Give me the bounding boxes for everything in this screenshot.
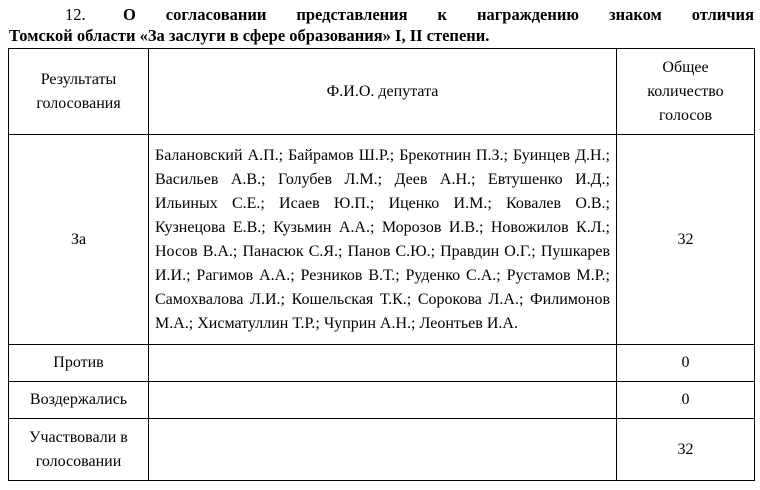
column-header-deputy-names: Ф.И.О. депутата [149, 49, 617, 135]
result-cell-for: За [9, 135, 149, 345]
voting-results-table [8, 48, 755, 481]
agenda-item-heading [9, 4, 754, 46]
result-cell-participated: Участвовали в голосовании [9, 419, 149, 481]
table-header-row [9, 49, 755, 135]
result-cell-abstained: Воздержались [9, 382, 149, 419]
table-row-abstained [9, 382, 755, 419]
table-row-for [9, 135, 755, 345]
deputy-names-cell-against [149, 345, 617, 382]
vote-count-cell-participated: 32 [617, 419, 755, 481]
result-cell-against: Против [9, 345, 149, 382]
heading-title-part-1: О согласовании представления к награждению знаком отличия [123, 5, 754, 24]
vote-count-cell-for: 32 [617, 135, 755, 345]
column-header-total-votes: Общее количество голосов [617, 49, 755, 135]
vote-count-cell-against: 0 [617, 345, 755, 382]
deputy-names-cell-participated [149, 419, 617, 481]
table-row-participated [9, 419, 755, 481]
agenda-item-number: 12. [65, 5, 86, 24]
table-row-against [9, 345, 755, 382]
deputy-names-cell-for: Балановский А.П.; Байрамов Ш.Р.; Брекотнин П.З.; Буинцев Д.Н.; Васильев А.В.; Голубев Л.М.; Деев А.Н.; Евтушенко И.Д.; Ильиных С.Е.; Исаев Ю.П.; Иценко И.М.; Ковалев О.В.; Кузнецова Е.В.; Кузьмин А.А.; Морозов И.В.; Новожилов К.Л.; Носов В.А.; Панасюк С.Я.; Панов С.Ю.; Правдин О.Г.; Пушкарев И.И.; Рагимов А.А.; Резников В.Т.; Руденко С.А.; Рустамов М.Р.; Самохвалова Л.И.; Кошельская Т.К.; Сорокова Л.А.; Филимонов М.А.; Хисматуллин Т.Р.; Чуприн А.Н.; Леонтьев И.А. [149, 135, 617, 345]
heading-line-1 [9, 4, 754, 25]
heading-title-part-2: Томской области «За заслуги в сфере образования» I, II степени. [9, 26, 490, 45]
deputy-names-cell-abstained [149, 382, 617, 419]
column-header-result: Результаты голосования [9, 49, 149, 135]
vote-count-cell-abstained: 0 [617, 382, 755, 419]
